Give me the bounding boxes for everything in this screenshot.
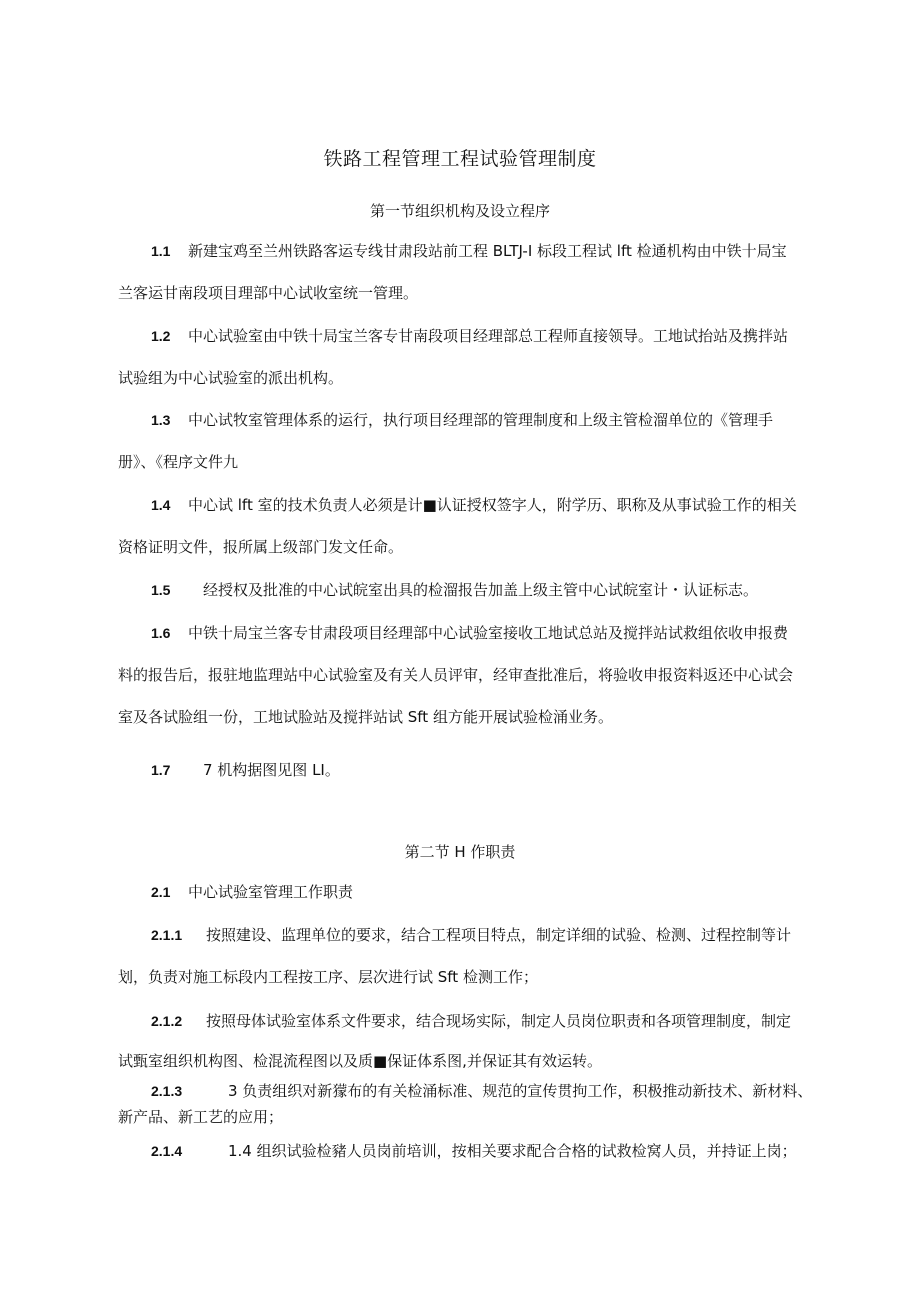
paragraph-line: 资格证明文件，报所属上级部门发文任命。 <box>118 538 404 556</box>
item-number: 2.1.2 <box>151 1013 183 1029</box>
item-number: 1.3 <box>151 412 171 428</box>
paragraph-line: 中心试验室由中铁十局宝兰客专甘南段项目经理部总工程师直接领导。工地试抬站及携拌站 <box>188 327 789 345</box>
item-number: 2.1.4 <box>151 1143 183 1159</box>
paragraph-line: 中铁十局宝兰客专甘肃段项目经理部中心试验室接收工地试总站及搅拌站试救组依收申报费 <box>188 624 789 642</box>
paragraph-line: 试验组为中心试验室的派出机构。 <box>118 369 344 387</box>
document-title: 铁路工程管理工程试验管理制度 <box>323 148 597 170</box>
item-number: 1.7 <box>151 762 171 778</box>
item-number: 2.1 <box>151 884 171 900</box>
paragraph-line: 新产品、新工艺的应用； <box>118 1108 284 1126</box>
paragraph-line: 划，负责对施工标段内工程按工序、层次进行试 Sft 检测工作； <box>118 968 538 986</box>
paragraph-line: 室及各试脸组一份，工地试脸站及搅拌站试 Sft 组方能开展试验检涌业务。 <box>118 708 613 726</box>
paragraph-line: 料的报告后，报驻地监理站中心试验室及有关人员评审，经审查批准后，将验收申报资料返还中心试会 <box>118 666 794 684</box>
paragraph-line: 册》、《程序文件九 <box>118 453 239 471</box>
paragraph-line: 试甄室组织机构图、检混流程图以及质■保证体系图,并保证其有效运转。 <box>118 1052 602 1070</box>
item-number: 2.1.1 <box>151 927 183 943</box>
paragraph-line: 中心试 lft 室的技术负责人必须是计■认证授权签字人，附学历、职称及从事试验工作的相关 <box>188 496 797 514</box>
paragraph-line: 中心试牧室管理体系的运行，执行项目经理部的管理制度和上级主管检溜单位的《管理手 <box>188 411 774 429</box>
paragraph-line: 3 负责组织对新獴布的有关检涌标准、规范的宣传贯拘工作，积极推动新技术、新材料、 <box>228 1082 813 1100</box>
item-number: 1.2 <box>151 328 171 344</box>
section-heading-1: 第一节组织机构及设立程序 <box>369 202 550 220</box>
item-number: 1.4 <box>151 497 171 513</box>
paragraph-line: 中心试验室管理工作职责 <box>188 883 354 901</box>
item-number: 2.1.3 <box>151 1083 183 1099</box>
paragraph-line: 7 机构据图见图 LI。 <box>203 761 340 779</box>
paragraph-line: 1.4 组织试验检豬人员岗前培训，按相关要求配合合格的试救检窝人员，并持证上岗； <box>228 1142 797 1160</box>
section-heading-2: 第二节 H 作职责 <box>404 843 516 861</box>
paragraph-line: 兰客运甘南段项目理部中心试收室统一管理。 <box>118 284 419 302</box>
item-number: 1.1 <box>151 243 171 259</box>
paragraph-line: 经授权及批准的中心试皖室出具的检溜报告加盖上级主管中心试皖室计・认证标志。 <box>203 581 759 599</box>
item-number: 1.5 <box>151 582 171 598</box>
item-number: 1.6 <box>151 625 171 641</box>
paragraph-line: 按照母体试验室体系文件要求，结合现场实际，制定人员岗位职责和各项管理制度，制定 <box>206 1012 792 1030</box>
paragraph-line: 按照建设、监理单位的要求，结合工程项目特点，制定详细的试验、检测、过程控制等计 <box>206 926 792 944</box>
paragraph-line: 新建宝鸡至兰州铁路客运专线甘肃段站前工程 BLTJ-I 标段工程试 lft 检通机构由中铁十局宝 <box>188 242 787 260</box>
